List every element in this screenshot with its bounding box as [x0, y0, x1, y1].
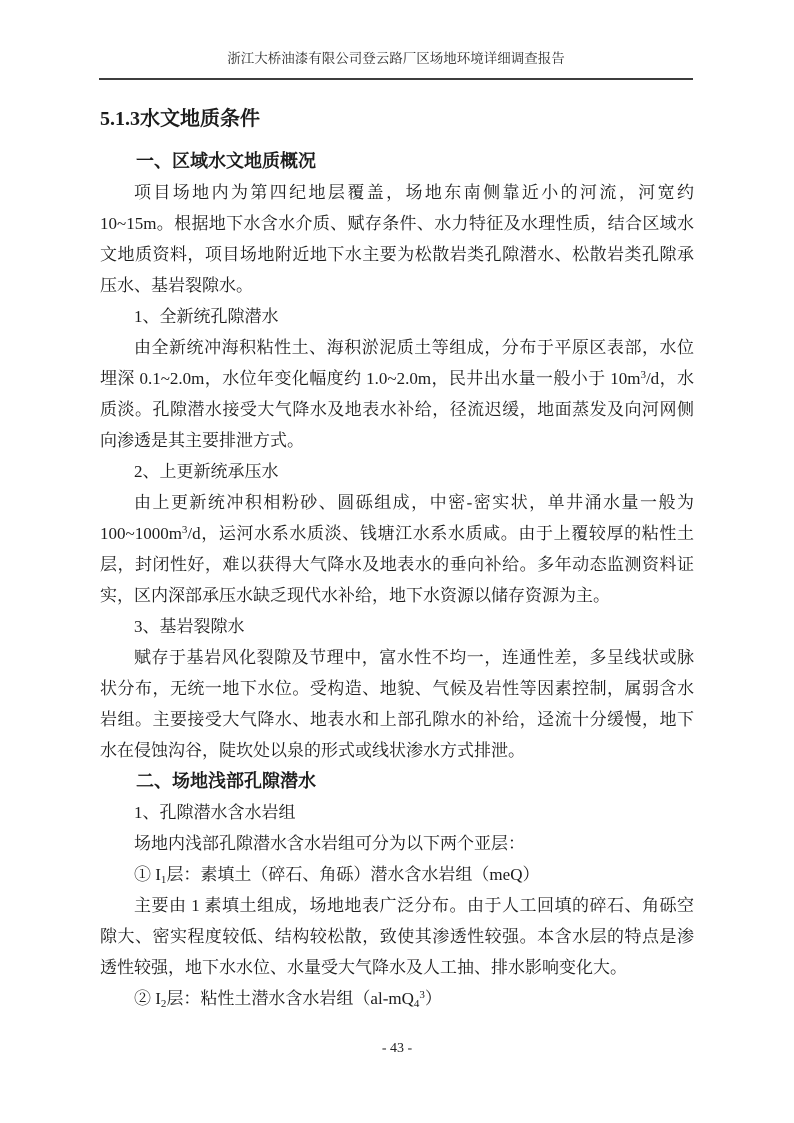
- paragraph-bedrock-fissure-water: 赋存于基岩风化裂隙及节理中，富水性不均一，连通性差，多呈线状或脉状分布，无统一地下水位。受构造、地貌、气候及岩性等因素控制，属弱含水岩组。主要接受大气降水、地表水和上部孔隙水的补给，迳流十分缓慢，地下水在侵蚀沟谷，陡坎处以泉的形式或线状渗水方式排泄。: [100, 648, 694, 760]
- paragraph-sublayer-intro: 场地内浅部孔隙潜水含水岩组可分为以下两个亚层：: [134, 834, 525, 853]
- text-run: /d，水质淡。孔隙潜水接受大气降水及地表水补给，径流迟缓，地面蒸发及向河网侧向渗透是其主要排泄方式。: [100, 369, 694, 450]
- text-run: ）: [424, 989, 442, 1008]
- subscript: 2: [160, 998, 167, 1010]
- list-item-layer-1: [100, 859, 694, 890]
- document-content: [100, 96, 694, 1014]
- text-run: /d，运河水系水质淡、钱塘江水系水质咸。由于上覆较厚的粘性土层，封闭性好，难以获得大气降水及地表水的垂向补给。多年动态监测资料证实，区内深部承压水缺乏现代水补给，地下水资源以储存资源为主。: [100, 524, 694, 605]
- superscript: 3: [640, 369, 646, 381]
- text-run: 由上更新统冲积相粉砂、圆砾组成，中密-密实状，单井涌水量一般为 100~1000m: [100, 493, 694, 543]
- page-header-title: 浙江大桥油漆有限公司登云路厂区场地环境详细调查报告: [227, 51, 565, 66]
- superscript: 3: [419, 989, 425, 1001]
- header-divider: [99, 78, 693, 80]
- subsection-heading-shallow-pore-water: 二、场地浅部孔隙潜水: [136, 771, 316, 791]
- page-number: - 43 -: [381, 1041, 413, 1056]
- text-run: ① I: [134, 865, 161, 884]
- list-item-title-pore-water-aquifer-group: 1、孔隙潜水含水岩组: [134, 803, 296, 822]
- text-run: 层：粘性土潜水含水岩组（al-mQ: [166, 989, 414, 1008]
- list-item-title-pleistocene-confined-water: 2、上更新统承压水: [134, 462, 279, 481]
- list-item-title-holocene-pore-water: 1、全新统孔隙潜水: [134, 307, 279, 326]
- text-run: ② I: [134, 989, 161, 1008]
- text-run: 层：素填土（碎石、角砾）潜水含水岩组（meQ）: [166, 865, 540, 884]
- subsection-heading-regional-hydrogeology: 一、区域水文地质概况: [136, 151, 316, 171]
- paragraph-pleistocene-confined-water: [100, 487, 694, 611]
- section-heading-5-1-3: 5.1.3水文地质条件: [100, 108, 260, 130]
- paragraph-layer-1-description: 主要由 1 素填土组成，场地地表广泛分布。由于人工回填的碎石、角砾空隙大、密实程度较低、结构较松散，致使其渗透性较强。本含水层的特点是渗透性较强，地下水水位、水量受大气降水及人工抽、排水影响变化大。: [100, 896, 694, 977]
- paragraph-regional-intro: 项目场地内为第四纪地层覆盖，场地东南侧靠近小的河流，河宽约 10~15m。根据地下水含水介质、赋存条件、水力特征及水理性质，结合区域水文地质资料，项目场地附近地下水主要为松散岩类孔隙潜水、松散岩类孔隙承压水、基岩裂隙水。: [100, 183, 694, 295]
- superscript: 3: [181, 524, 188, 536]
- subscript: 1: [160, 874, 167, 886]
- text-run: 由全新统冲海积粘性土、海积淤泥质土等组成，分布于平原区表部，水位埋深 0.1~2.0m，水位年变化幅度约 1.0~2.0m，民井出水量一般小于 10m: [100, 338, 694, 388]
- subscript: 4: [413, 998, 420, 1010]
- list-item-layer-2: [100, 983, 694, 1014]
- list-item-title-bedrock-fissure-water: 3、基岩裂隙水: [134, 617, 245, 636]
- paragraph-holocene-pore-water: [100, 332, 694, 456]
